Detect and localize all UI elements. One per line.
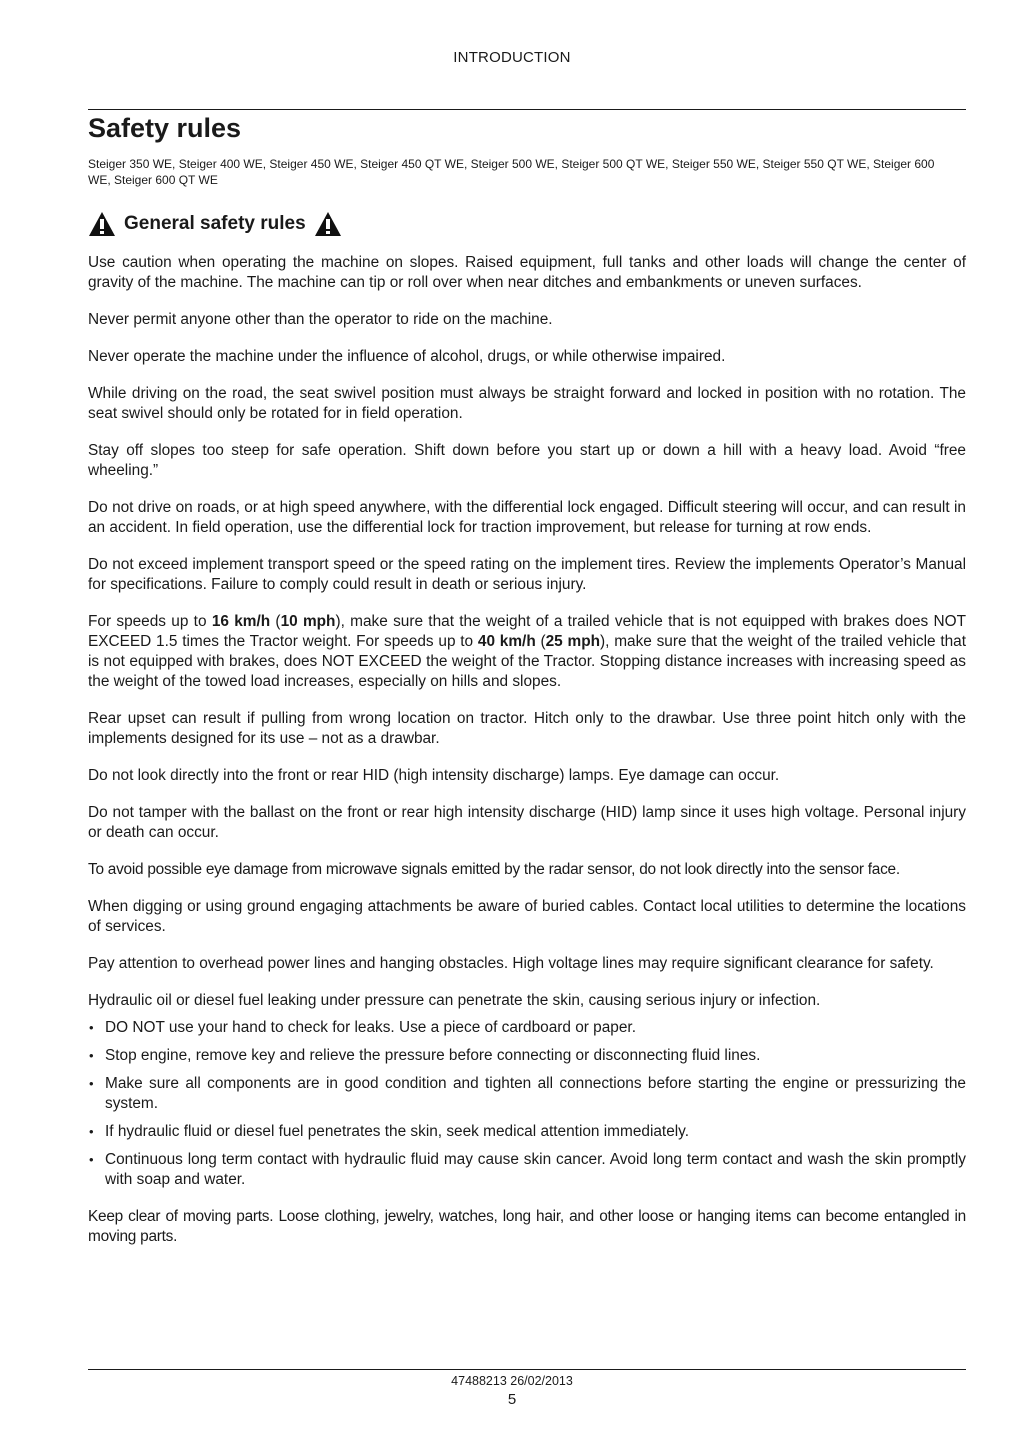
list-item: • Stop engine, remove key and relieve the pressure before connecting or disconnecting fluid lines. [88, 1046, 966, 1066]
speed-value: 40 km/h [477, 633, 536, 650]
paragraph: Use caution when operating the machine on slopes. Raised equipment, full tanks and other loads will change the center of gravity of the machine. The machine can tip or roll over when near ditches and embankments or uneven surfaces. [88, 254, 966, 291]
list-item: • DO NOT use your hand to check for leaks. Use a piece of cardboard or paper. [88, 1018, 966, 1038]
paragraph: To avoid possible eye damage from microwave signals emitted by the radar sensor, do not look directly into the sensor face. [88, 861, 900, 878]
paragraph: Rear upset can result if pulling from wrong location on tractor. Hitch only to the drawbar. Use three point hitch only with the implements designed for its use – not as a drawbar. [88, 710, 966, 747]
header-divider [88, 109, 966, 110]
safety-rules-body [88, 253, 966, 1264]
warning-triangle-icon [88, 211, 116, 237]
speed-limit-paragraph: For speeds up to 16 km/h (10 mph), make sure that the weight of a trailed vehicle that is not equipped with brakes does NOT EXCEED 1.5 times the Tractor weight. For speeds up to 40 km/h (25 mph), make sure that the weight of the trailed vehicle that is not equipped with brakes, does NOT EXCEED the weight of the Tractor. Stopping distance increases with increasing speed as the weight of the towed load increases, especially on hills and slopes. [88, 613, 966, 690]
paragraph: Keep clear of moving parts. Loose clothing, jewelry, watches, long hair, and other loose or hanging items can become entangled in moving parts. [88, 1208, 966, 1245]
page-number: 5 [507, 1391, 517, 1408]
list-item: • Make sure all components are in good condition and tighten all connections before starting the engine or pressurizing the system. [88, 1074, 966, 1114]
document-code: 47488213 26/02/2013 [451, 1374, 573, 1388]
paragraph: Do not tamper with the ballast on the front or rear high intensity discharge (HID) lamp since it uses high voltage. Personal injury or death can occur. [88, 804, 966, 841]
speed-value: 16 km/h [211, 613, 271, 630]
paragraph: Do not exceed implement transport speed or the speed rating on the implement tires. Review the implements Operator’s Manual for specifications. Failure to comply could result in death or serious injury. [88, 556, 966, 593]
paragraph: Never operate the machine under the influence of alcohol, drugs, or while otherwise impaired. [88, 348, 726, 365]
section-heading-text: General safety rules [124, 213, 306, 234]
speed-value: 25 mph [545, 633, 601, 650]
paragraph: Do not drive on roads, or at high speed anywhere, with the differential lock engaged. Difficult steering will occur, and can result in an accident. In field operation, use the differential lock for traction improvement, but release for turning at row ends. [88, 499, 966, 536]
page-title: Safety rules [88, 113, 242, 143]
paragraph: Do not look directly into the front or rear HID (high intensity discharge) lamps. Eye damage can occur. [88, 767, 780, 784]
list-item: • Continuous long term contact with hydraulic fluid may cause skin cancer. Avoid long term contact and wash the skin promptly with soap and water. [88, 1150, 966, 1190]
section-heading [88, 206, 342, 242]
footer-divider [88, 1369, 966, 1370]
paragraph: Pay attention to overhead power lines and hanging obstacles. High voltage lines may require significant clearance for safety. [88, 955, 934, 972]
paragraph: When digging or using ground engaging attachments be aware of buried cables. Contact local utilities to determine the locations of services. [88, 898, 966, 935]
list-item: • If hydraulic fluid or diesel fuel penetrates the skin, seek medical attention immediately. [88, 1122, 966, 1142]
paragraph: Hydraulic oil or diesel fuel leaking under pressure can penetrate the skin, causing serious injury or infection. [88, 992, 821, 1009]
hydraulic-safety-list [88, 1018, 966, 1190]
warning-triangle-icon [314, 211, 342, 237]
paragraph: While driving on the road, the seat swivel position must always be straight forward and locked in position with no rotation. The seat swivel should only be rotated for in field operation. [88, 385, 966, 422]
paragraph: Stay off slopes too steep for safe operation. Shift down before you start up or down a hill with a heavy load. Avoid “free wheeling.” [88, 442, 966, 479]
running-header: INTRODUCTION [453, 49, 571, 66]
paragraph: Never permit anyone other than the operator to ride on the machine. [88, 311, 553, 328]
model-list: Steiger 350 WE, Steiger 400 WE, Steiger 450 WE, Steiger 450 QT WE, Steiger 500 WE, Steiger 500 QT WE, Steiger 550 WE, Steiger 550 QT WE, Steiger 600 WE, Steiger 600 QT WE [88, 157, 935, 187]
speed-value: 10 mph [280, 613, 336, 630]
